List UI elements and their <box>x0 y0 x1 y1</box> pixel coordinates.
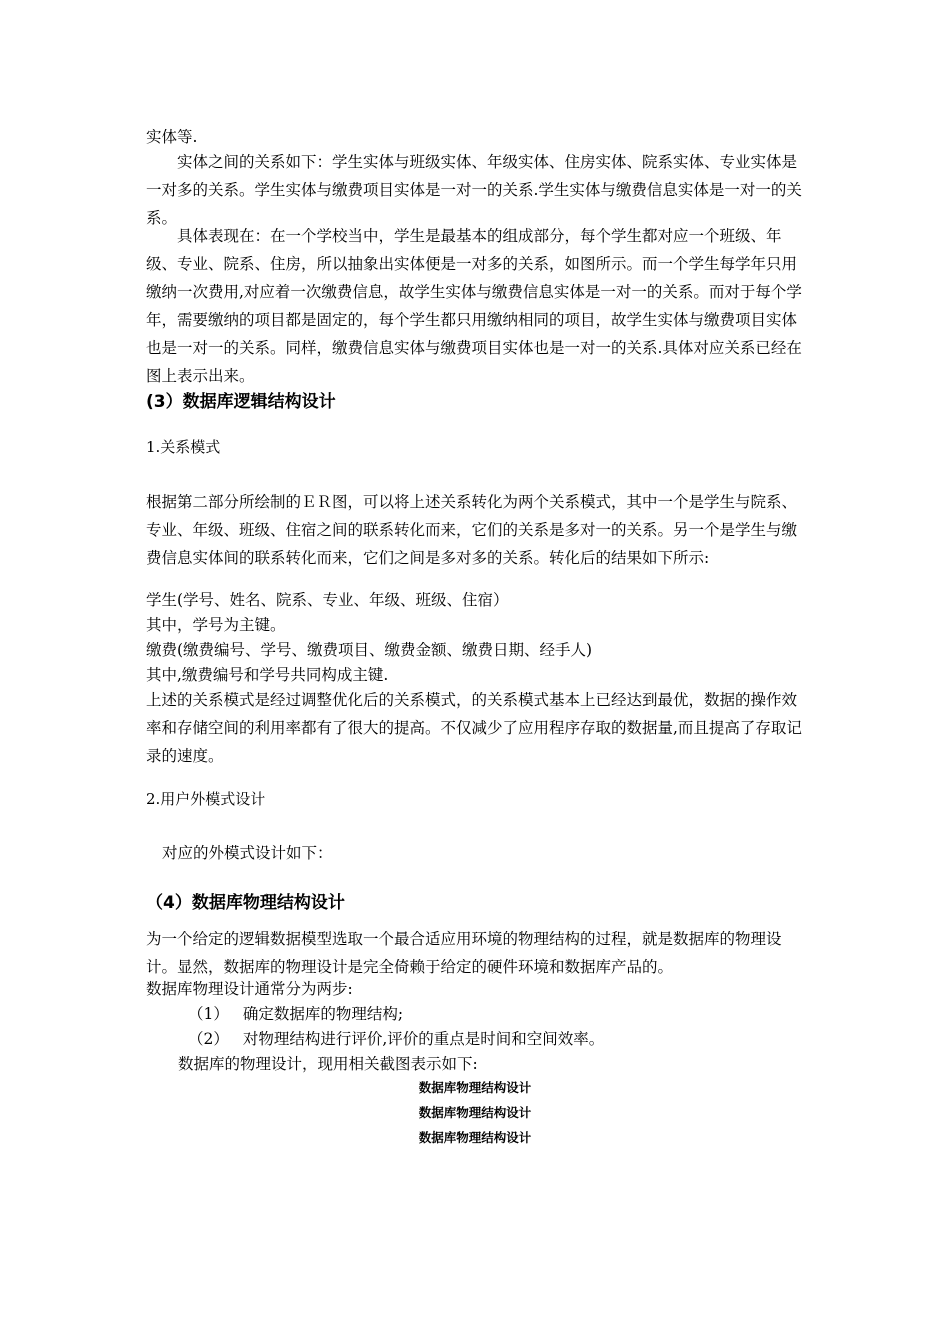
heading-physical-design: （4）数据库物理结构设计 <box>146 893 345 913</box>
figure-caption: 数据库物理结构设计 <box>418 1130 532 1145</box>
paragraph-entity-relations: 实体之间的关系如下：学生实体与班级实体、年级实体、住房实体、院系实体、专业实体是一对多的关系。学生实体与缴费项目实体是一对一的关系.学生实体与缴费信息实体是一对一的关系。 <box>146 153 802 227</box>
step-1-number: （1） <box>188 1005 229 1023</box>
subheading-relation-schema: 1.关系模式 <box>146 438 221 456</box>
paragraph-er-conversion: 根据第二部分所绘制的ＥＲ图，可以将上述关系转化为两个关系模式，其中一个是学生与院系、专业、年级、班级、住宿之间的联系转化而来，它们的关系是多对一的关系。另一个是学生与缴费信息实体间的联系转化而来，它们之间是多对多的关系。转化后的结果如下所示: <box>146 493 798 567</box>
step-2-text: 对物理结构进行评价,评价的重点是时间和空间效率。 <box>242 1030 605 1048</box>
paragraph-screenshots-intro: 数据库的物理设计，现用相关截图表示如下: <box>178 1055 478 1073</box>
paragraph-optimization: 上述的关系模式是经过调整优化后的关系模式，的关系模式基本上已经达到最优，数据的操作效率和存储空间的利用率都有了很大的提高。不仅减少了应用程序存取的数据量,而且提高了存取记录的速度。 <box>146 691 802 765</box>
heading-logical-design: (3）数据库逻辑结构设计 <box>146 392 336 412</box>
subheading-external-schema: 2.用户外模式设计 <box>146 790 266 808</box>
paragraph-physical-design: 为一个给定的逻辑数据模型选取一个最合适应用环境的物理结构的过程，就是数据库的物理设计。显然，数据库的物理设计是完全倚赖于给定的硬件环境和数据库产品的。 <box>146 930 782 976</box>
figure-caption: 数据库物理结构设计 <box>418 1105 532 1120</box>
schema-payment: 缴费(缴费编号、学号、缴费项目、缴费金额、缴费日期、经手人) <box>146 641 593 659</box>
schema-payment-key: 其中,缴费编号和学号共同构成主键. <box>146 666 389 684</box>
figure-caption: 数据库物理结构设计 <box>418 1080 532 1095</box>
step-1 <box>188 1000 403 1028</box>
schema-student: 学生(学号、姓名、院系、专业、年级、班级、住宿） <box>146 591 509 609</box>
step-2 <box>188 1025 604 1053</box>
paragraph-external-schema: 对应的外模式设计如下： <box>162 844 333 862</box>
schema-student-key: 其中，学号为主键。 <box>146 616 286 634</box>
step-1-text: 确定数据库的物理结构; <box>242 1005 404 1023</box>
paragraph-two-steps: 数据库物理设计通常分为两步: <box>146 980 353 998</box>
step-2-number: （2） <box>188 1030 229 1048</box>
paragraph-entities-end: 实体等. <box>146 128 198 146</box>
paragraph-specifics: 具体表现在：在一个学校当中，学生是最基本的组成部分，每个学生都对应一个班级、年级、专业、院系、住房，所以抽象出实体便是一对多的关系，如图所示。而一个学生每学年只用缴纳一次费用,对应着一次缴费信息，故学生实体与缴费信息实体是一对一的关系。而对于每个学年，需要缴纳的项目都是固定的，每个学生都只用缴纳相同的项目，故学生实体与缴费项目实体也是一对一的关系。同样，缴费信息实体与缴费项目实体也是一对一的关系.具体对应关系已经在图上表示出来。 <box>146 227 802 385</box>
